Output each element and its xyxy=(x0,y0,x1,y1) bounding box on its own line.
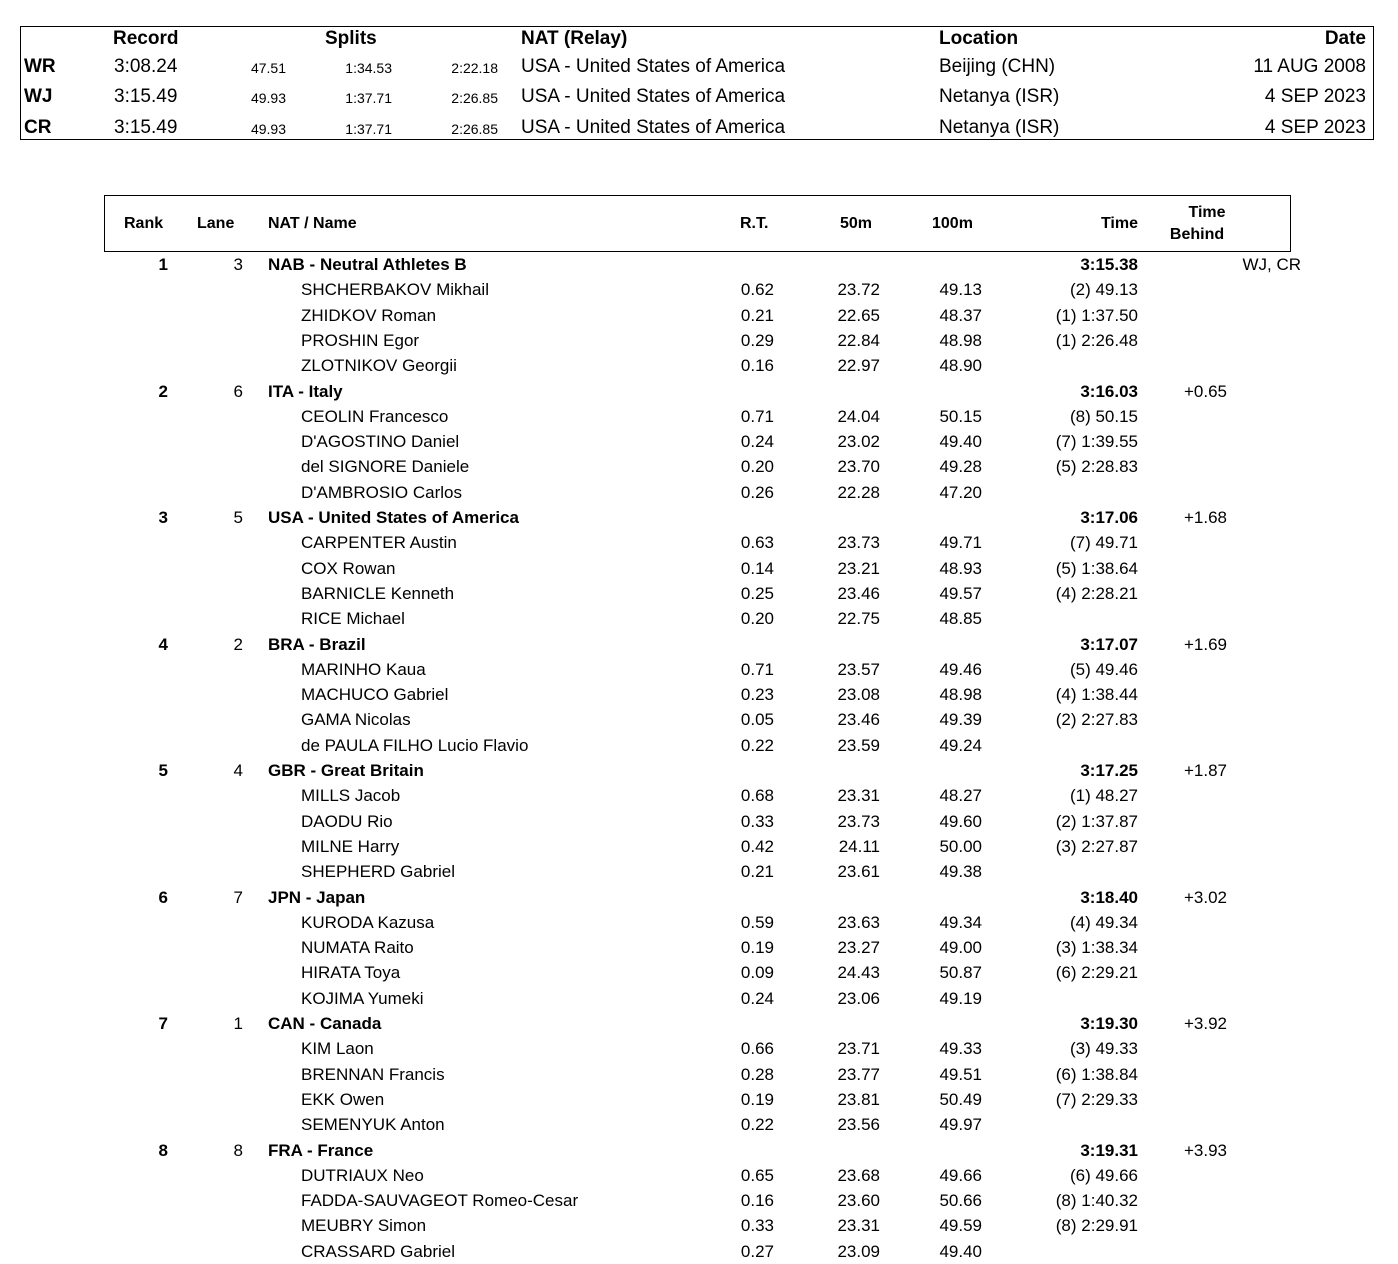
swimmer-50m: 23.31 xyxy=(837,1216,880,1235)
swimmer-cumulative-split: (1) 1:37.50 xyxy=(1055,306,1138,325)
swimmer-50m: 23.71 xyxy=(837,1039,880,1058)
swimmer-reaction-time: 0.29 xyxy=(740,331,774,350)
swimmer-50m: 23.73 xyxy=(837,812,880,831)
swimmer-50m: 24.11 xyxy=(838,837,880,856)
team-rank: 3 xyxy=(158,508,168,527)
swimmer-reaction-time: 0.05 xyxy=(740,710,774,729)
swimmer-50m: 23.60 xyxy=(837,1191,880,1210)
swimmer-reaction-time: 0.66 xyxy=(740,1039,774,1058)
team-time: 3:19.31 xyxy=(1080,1141,1138,1160)
swimmer-reaction-time: 0.24 xyxy=(740,432,774,451)
swimmer-cumulative-split: (7) 49.71 xyxy=(1069,533,1138,552)
swimmer-50m: 23.63 xyxy=(837,913,880,932)
swimmer-100m: 49.59 xyxy=(939,1216,982,1235)
swimmer-name: CARPENTER Austin xyxy=(301,533,457,552)
swimmer-name: EKK Owen xyxy=(301,1090,385,1109)
team-name: USA - United States of America xyxy=(268,508,519,527)
swimmer-name: KURODA Kazusa xyxy=(301,913,435,932)
swimmer-name: ZLOTNIKOV Georgii xyxy=(301,356,457,375)
team-time: 3:17.06 xyxy=(1080,508,1138,527)
team-rank: 8 xyxy=(158,1141,168,1160)
swimmer-100m: 49.40 xyxy=(939,432,982,451)
record-split-100: 1:34.53 xyxy=(345,60,392,76)
record-split-150: 2:26.85 xyxy=(451,121,498,137)
record-time: 3:15.49 xyxy=(114,86,178,107)
swimmer-name: MEUBRY Simon xyxy=(301,1216,427,1235)
swimmer-50m: 22.28 xyxy=(837,483,880,502)
swimmer-100m: 49.24 xyxy=(939,736,982,755)
record-date: 4 SEP 2023 xyxy=(1264,117,1366,138)
swimmer-100m: 48.98 xyxy=(939,685,982,704)
swimmer-100m: 49.39 xyxy=(939,710,982,729)
swimmer-50m: 24.04 xyxy=(837,407,880,426)
swimmer-reaction-time: 0.33 xyxy=(740,1216,774,1235)
swimmer-100m: 49.19 xyxy=(939,989,982,1008)
swimmer-100m: 48.27 xyxy=(939,786,982,805)
swimmer-50m: 23.02 xyxy=(837,432,880,451)
swimmer-reaction-time: 0.68 xyxy=(740,786,774,805)
swimmer-reaction-time: 0.62 xyxy=(740,280,774,299)
swimmer-cumulative-split: (2) 49.13 xyxy=(1069,280,1138,299)
swimmer-100m: 49.60 xyxy=(939,812,982,831)
swimmer-cumulative-split: (2) 1:37.87 xyxy=(1055,812,1138,831)
swimmer-cumulative-split: (3) 1:38.34 xyxy=(1055,938,1138,957)
swimmer-name: HIRATA Toya xyxy=(301,963,401,982)
swimmer-name: SHEPHERD Gabriel xyxy=(301,862,455,881)
swimmer-name: MILNE Harry xyxy=(301,837,400,856)
team-time: 3:18.40 xyxy=(1080,888,1138,907)
swimmer-reaction-time: 0.14 xyxy=(740,559,774,578)
swimmer-name: DUTRIAUX Neo xyxy=(301,1166,424,1185)
team-name: NAB - Neutral Athletes B xyxy=(268,255,467,274)
swimmer-50m: 24.43 xyxy=(837,963,880,982)
swimmer-cumulative-split: (6) 1:38.84 xyxy=(1055,1065,1138,1084)
swimmer-name: BRENNAN Francis xyxy=(301,1065,445,1084)
swimmer-reaction-time: 0.24 xyxy=(740,989,774,1008)
swimmer-name: SEMENYUK Anton xyxy=(301,1115,445,1134)
record-nat: USA - United States of America xyxy=(521,117,786,138)
swimmer-100m: 49.66 xyxy=(939,1166,982,1185)
swimmer-name: COX Rowan xyxy=(301,559,396,578)
records-header-record: Record xyxy=(113,28,179,49)
swimmer-100m: 49.34 xyxy=(939,913,982,932)
swimmer-cumulative-split: (8) 2:29.91 xyxy=(1055,1216,1138,1235)
swimmer-100m: 50.15 xyxy=(939,407,982,426)
swimmer-name: BARNICLE Kenneth xyxy=(301,584,455,603)
swimmer-50m: 22.97 xyxy=(837,356,880,375)
swimmer-name: MACHUCO Gabriel xyxy=(301,685,449,704)
swimmer-reaction-time: 0.59 xyxy=(740,913,774,932)
swimmer-reaction-time: 0.16 xyxy=(740,356,774,375)
swimmer-100m: 49.46 xyxy=(939,660,982,679)
team-rank: 1 xyxy=(158,255,168,274)
swimmer-50m: 23.57 xyxy=(837,660,880,679)
team-time-behind: +3.92 xyxy=(1183,1014,1227,1033)
records-header-splits: Splits xyxy=(325,28,377,49)
swimmer-50m: 23.31 xyxy=(837,786,880,805)
team-time: 3:15.38 xyxy=(1080,255,1138,274)
record-nat: USA - United States of America xyxy=(521,56,786,77)
swimmer-name: KIM Laon xyxy=(301,1039,374,1058)
team-name: FRA - France xyxy=(268,1141,374,1160)
record-date: 4 SEP 2023 xyxy=(1264,86,1366,107)
swimmer-cumulative-split: (7) 1:39.55 xyxy=(1055,432,1138,451)
record-split-150: 2:22.18 xyxy=(451,60,498,76)
swimmer-100m: 48.90 xyxy=(939,356,982,375)
swimmer-reaction-time: 0.63 xyxy=(740,533,774,552)
record-split-100: 1:37.71 xyxy=(345,90,392,106)
records-header-location: Location xyxy=(939,28,1019,49)
swimmer-name: D'AGOSTINO Daniel xyxy=(301,432,460,451)
swimmer-name: MILLS Jacob xyxy=(301,786,401,805)
swimmer-reaction-time: 0.25 xyxy=(740,584,774,603)
swimmer-50m: 22.75 xyxy=(837,609,880,628)
swimmer-50m: 23.77 xyxy=(837,1065,880,1084)
swimmer-50m: 23.09 xyxy=(837,1242,880,1261)
swimmer-100m: 49.57 xyxy=(939,584,982,603)
swimmer-name: SHCHERBAKOV Mikhail xyxy=(301,280,489,299)
record-code: WJ xyxy=(24,86,53,107)
team-lane: 3 xyxy=(233,255,243,274)
swimmer-name: GAMA Nicolas xyxy=(301,710,411,729)
swimmer-100m: 49.40 xyxy=(939,1242,982,1261)
swimmer-cumulative-split: (3) 2:27.87 xyxy=(1055,837,1138,856)
records-header-nat: NAT (Relay) xyxy=(521,28,628,49)
swimmer-100m: 50.66 xyxy=(939,1191,982,1210)
swimmer-50m: 23.61 xyxy=(837,862,880,881)
swimmer-100m: 49.33 xyxy=(939,1039,982,1058)
swimmer-100m: 48.98 xyxy=(939,331,982,350)
swimmer-name: CEOLIN Francesco xyxy=(301,407,449,426)
swimmer-name: de PAULA FILHO Lucio Flavio xyxy=(301,736,529,755)
swimmer-name: PROSHIN Egor xyxy=(301,331,420,350)
record-split-50: 49.93 xyxy=(250,121,286,137)
swimmer-reaction-time: 0.21 xyxy=(740,306,774,325)
swimmer-reaction-time: 0.19 xyxy=(740,938,774,957)
swimmer-reaction-time: 0.20 xyxy=(740,457,774,476)
team-name: ITA - Italy xyxy=(268,382,343,401)
swimmer-reaction-time: 0.23 xyxy=(740,685,774,704)
swimmer-reaction-time: 0.27 xyxy=(740,1242,774,1261)
swimmer-reaction-time: 0.26 xyxy=(740,483,774,502)
team-time-behind: +0.65 xyxy=(1183,382,1227,401)
swimmer-reaction-time: 0.16 xyxy=(740,1191,774,1210)
swimmer-name: KOJIMA Yumeki xyxy=(301,989,424,1008)
swimmer-reaction-time: 0.19 xyxy=(740,1090,774,1109)
swimmer-cumulative-split: (4) 2:28.21 xyxy=(1055,584,1138,603)
team-lane: 1 xyxy=(233,1014,243,1033)
swimmer-cumulative-split: (6) 49.66 xyxy=(1069,1166,1138,1185)
record-location: Netanya (ISR) xyxy=(939,86,1060,107)
swimmer-name: CRASSARD Gabriel xyxy=(301,1242,455,1261)
team-time: 3:17.25 xyxy=(1080,761,1138,780)
record-split-150: 2:26.85 xyxy=(451,90,498,106)
swimmer-reaction-time: 0.71 xyxy=(740,407,774,426)
swimmer-100m: 49.13 xyxy=(939,280,982,299)
swimmer-name: del SIGNORE Daniele xyxy=(301,457,470,476)
team-lane: 2 xyxy=(233,635,243,654)
swimmer-50m: 23.06 xyxy=(837,989,880,1008)
swimmer-reaction-time: 0.33 xyxy=(740,812,774,831)
swimmer-name: NUMATA Raito xyxy=(301,938,414,957)
record-time: 3:15.49 xyxy=(114,117,178,138)
swimmer-50m: 23.68 xyxy=(837,1166,880,1185)
record-split-50: 49.93 xyxy=(250,90,286,106)
header-rank: Rank xyxy=(124,215,164,232)
record-location: Netanya (ISR) xyxy=(939,117,1060,138)
swimmer-cumulative-split: (8) 1:40.32 xyxy=(1055,1191,1138,1210)
swimmer-name: MARINHO Kaua xyxy=(301,660,426,679)
team-rank: 7 xyxy=(158,1014,168,1033)
swimmer-cumulative-split: (2) 2:27.83 xyxy=(1055,710,1138,729)
swimmer-50m: 23.21 xyxy=(837,559,880,578)
swimmer-cumulative-split: (8) 50.15 xyxy=(1069,407,1138,426)
swimmer-50m: 22.84 xyxy=(837,331,880,350)
swimmer-cumulative-split: (5) 2:28.83 xyxy=(1055,457,1138,476)
team-time: 3:17.07 xyxy=(1080,635,1138,654)
team-rank: 5 xyxy=(158,761,168,780)
swimmer-100m: 49.28 xyxy=(939,457,982,476)
swimmer-reaction-time: 0.71 xyxy=(740,660,774,679)
team-lane: 6 xyxy=(233,382,243,401)
header-100m: 100m xyxy=(932,215,973,232)
swimmer-cumulative-split: (1) 2:26.48 xyxy=(1055,331,1138,350)
swimmer-50m: 23.59 xyxy=(837,736,880,755)
swimmer-name: FADDA-SAUVAGEOT Romeo-Cesar xyxy=(301,1191,579,1210)
records-header-date: Date xyxy=(1324,28,1366,49)
record-location: Beijing (CHN) xyxy=(939,56,1056,77)
swimmer-100m: 49.71 xyxy=(939,533,982,552)
swimmer-100m: 49.51 xyxy=(939,1065,982,1084)
team-time-behind: +3.93 xyxy=(1183,1141,1227,1160)
swimmer-cumulative-split: (1) 48.27 xyxy=(1069,786,1138,805)
header-50m: 50m xyxy=(840,215,873,232)
swimmer-cumulative-split: (4) 49.34 xyxy=(1069,913,1138,932)
swimmer-100m: 48.85 xyxy=(939,609,982,628)
swimmer-100m: 50.00 xyxy=(939,837,982,856)
swimmer-reaction-time: 0.42 xyxy=(740,837,774,856)
swimmer-reaction-time: 0.28 xyxy=(740,1065,774,1084)
swimmer-reaction-time: 0.09 xyxy=(740,963,774,982)
swimmer-50m: 23.73 xyxy=(837,533,880,552)
team-lane: 7 xyxy=(233,888,243,907)
swimmer-cumulative-split: (6) 2:29.21 xyxy=(1055,963,1138,982)
swimmer-100m: 47.20 xyxy=(939,483,982,502)
swimmer-50m: 23.27 xyxy=(837,938,880,957)
record-code: CR xyxy=(24,117,52,138)
team-rank: 6 xyxy=(158,888,168,907)
record-split-50: 47.51 xyxy=(250,60,286,76)
header-time-behind-line1: Time xyxy=(1188,204,1226,221)
header-nat-name: NAT / Name xyxy=(268,215,357,232)
record-date: 11 AUG 2008 xyxy=(1253,56,1366,77)
swimmer-cumulative-split: (5) 1:38.64 xyxy=(1055,559,1138,578)
team-rank: 4 xyxy=(158,635,168,654)
swimmer-name: ZHIDKOV Roman xyxy=(301,306,437,325)
swimmer-cumulative-split: (4) 1:38.44 xyxy=(1055,685,1138,704)
record-time: 3:08.24 xyxy=(114,56,178,77)
swimmer-50m: 23.46 xyxy=(837,710,880,729)
record-code: WR xyxy=(24,56,56,77)
team-time-behind: +1.68 xyxy=(1183,508,1227,527)
swimmer-reaction-time: 0.22 xyxy=(740,1115,774,1134)
swimmer-50m: 22.65 xyxy=(837,306,880,325)
swimmer-50m: 23.08 xyxy=(837,685,880,704)
swimmer-reaction-time: 0.65 xyxy=(740,1166,774,1185)
team-time-behind: +1.87 xyxy=(1183,761,1227,780)
swimmer-reaction-time: 0.21 xyxy=(740,862,774,881)
header-rt: R.T. xyxy=(740,215,769,232)
swimmer-50m: 23.46 xyxy=(837,584,880,603)
team-rank: 2 xyxy=(158,382,168,401)
team-time: 3:16.03 xyxy=(1080,382,1138,401)
swimmer-50m: 23.56 xyxy=(837,1115,880,1134)
team-name: BRA - Brazil xyxy=(268,635,366,654)
header-time-behind-line2: Behind xyxy=(1169,226,1225,243)
swimmer-cumulative-split: (7) 2:29.33 xyxy=(1055,1090,1138,1109)
team-name: GBR - Great Britain xyxy=(268,761,424,780)
record-split-100: 1:37.71 xyxy=(345,121,392,137)
swimmer-100m: 48.37 xyxy=(939,306,982,325)
swimmer-cumulative-split: (5) 49.46 xyxy=(1069,660,1138,679)
swimmer-50m: 23.81 xyxy=(837,1090,880,1109)
header-lane: Lane xyxy=(197,215,235,232)
swimmer-100m: 50.87 xyxy=(939,963,982,982)
team-record-note: WJ, CR xyxy=(1242,255,1301,274)
team-time-behind: +3.02 xyxy=(1183,888,1227,907)
record-nat: USA - United States of America xyxy=(521,86,786,107)
swimmer-name: D'AMBROSIO Carlos xyxy=(301,483,462,502)
swimmer-100m: 50.49 xyxy=(939,1090,982,1109)
team-time-behind: +1.69 xyxy=(1183,635,1227,654)
swimmer-name: RICE Michael xyxy=(301,609,405,628)
swimmer-100m: 49.38 xyxy=(939,862,982,881)
team-lane: 8 xyxy=(233,1141,243,1160)
swimmer-cumulative-split: (3) 49.33 xyxy=(1069,1039,1138,1058)
swimmer-50m: 23.72 xyxy=(837,280,880,299)
team-lane: 4 xyxy=(233,761,243,780)
swimmer-50m: 23.70 xyxy=(837,457,880,476)
swimmer-reaction-time: 0.22 xyxy=(740,736,774,755)
team-time: 3:19.30 xyxy=(1080,1014,1138,1033)
swimmer-reaction-time: 0.20 xyxy=(740,609,774,628)
team-lane: 5 xyxy=(233,508,243,527)
team-name: JPN - Japan xyxy=(268,888,366,907)
header-time: Time xyxy=(1100,215,1138,232)
team-name: CAN - Canada xyxy=(268,1014,382,1033)
swimmer-100m: 49.00 xyxy=(939,938,982,957)
swimmer-100m: 48.93 xyxy=(939,559,982,578)
swimmer-name: DAODU Rio xyxy=(301,812,393,831)
swimmer-100m: 49.97 xyxy=(939,1115,982,1134)
